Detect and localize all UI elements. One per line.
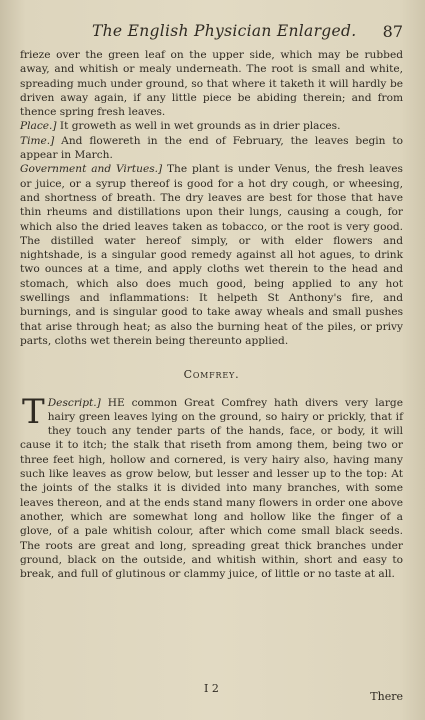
- page-footer: [20, 680, 403, 703]
- time-text: And flowereth in the end of February, the leaves begin to appear in March.: [20, 134, 403, 162]
- page-number: 87: [382, 22, 403, 41]
- continuation-paragraph: frieze over the green leaf on the upper side, which may be rubbed away, and whitish or mealy underneath. The root is small and white, spreading much under ground, so that where it taketh it will hardly be driven away again, if any little piece be abiding therein; and from thence spring fresh leaves.: [20, 49, 403, 119]
- running-head: [20, 22, 403, 42]
- place-label: Place.]: [20, 120, 57, 133]
- time-paragraph: [20, 134, 403, 163]
- government-text: The plant is under Venus, the fresh leaves or juice, or a syrup thereof is good for a hot dry cough, or wheesing, and shortness of breath. The dry leaves are best for those that have thin rheums and distillations upon their lungs, causing a cough, for which also the dried leaves taken as tobacco, or the root is very good. The distilled water hereof simply, or with elder flowers and nightshade, is a singular good remedy against all hot agues, to drink two ounces at a time, and apply cloths wet therein to the head and stomach, which also does much good, being applied to any hot swellings and inflammations: It helpeth St Anthony's fire, and burnings, and is singular good to take away wheals and small pushes that arise through heat; as also the burning heat of the piles, or privy parts, cloths wet therein being thereunto applied.: [20, 163, 403, 347]
- description-label: Descript.]: [47, 396, 101, 409]
- section-heading: Comfrey.: [183, 368, 240, 382]
- body-text: [20, 48, 403, 581]
- description-text: HE common Great Comfrey hath divers very large hairy green leaves lying on the ground, so hairy or prickly, that if they touch any tender parts of the hands, face, or body, it will cause it to itch; the stalk that riseth from among them, being two or three feet high, hollow and cornered, is very hairy also, having many such like leaves as grow below, but lesser and lesser up to the top: At the joints of the stalks it is divided into many branches, with some leaves thereon, and at the ends stand many flowers in order one above another, which are somewhat long and hollow like the finger of a glove, of a pale whitish colour, after which come small black seeds. The roots are great and long, spreading great thick branches under ground, black on the outside, and whitish within, short and easy to break, and full of glutinous or clammy juice, of little or no taste at all.: [20, 396, 403, 581]
- place-paragraph: [20, 119, 403, 133]
- time-label: Time.]: [20, 134, 55, 147]
- government-paragraph: [20, 162, 403, 348]
- drop-cap: T: [22, 391, 45, 432]
- place-text: It groweth as well in wet grounds as in drier places.: [56, 120, 341, 133]
- description-paragraph: [20, 391, 403, 582]
- running-title: The English Physician Enlarged.: [92, 22, 357, 40]
- signature-mark: I 2: [204, 682, 219, 695]
- government-label: Government and Virtues.]: [20, 163, 163, 176]
- catchword: There: [370, 690, 403, 703]
